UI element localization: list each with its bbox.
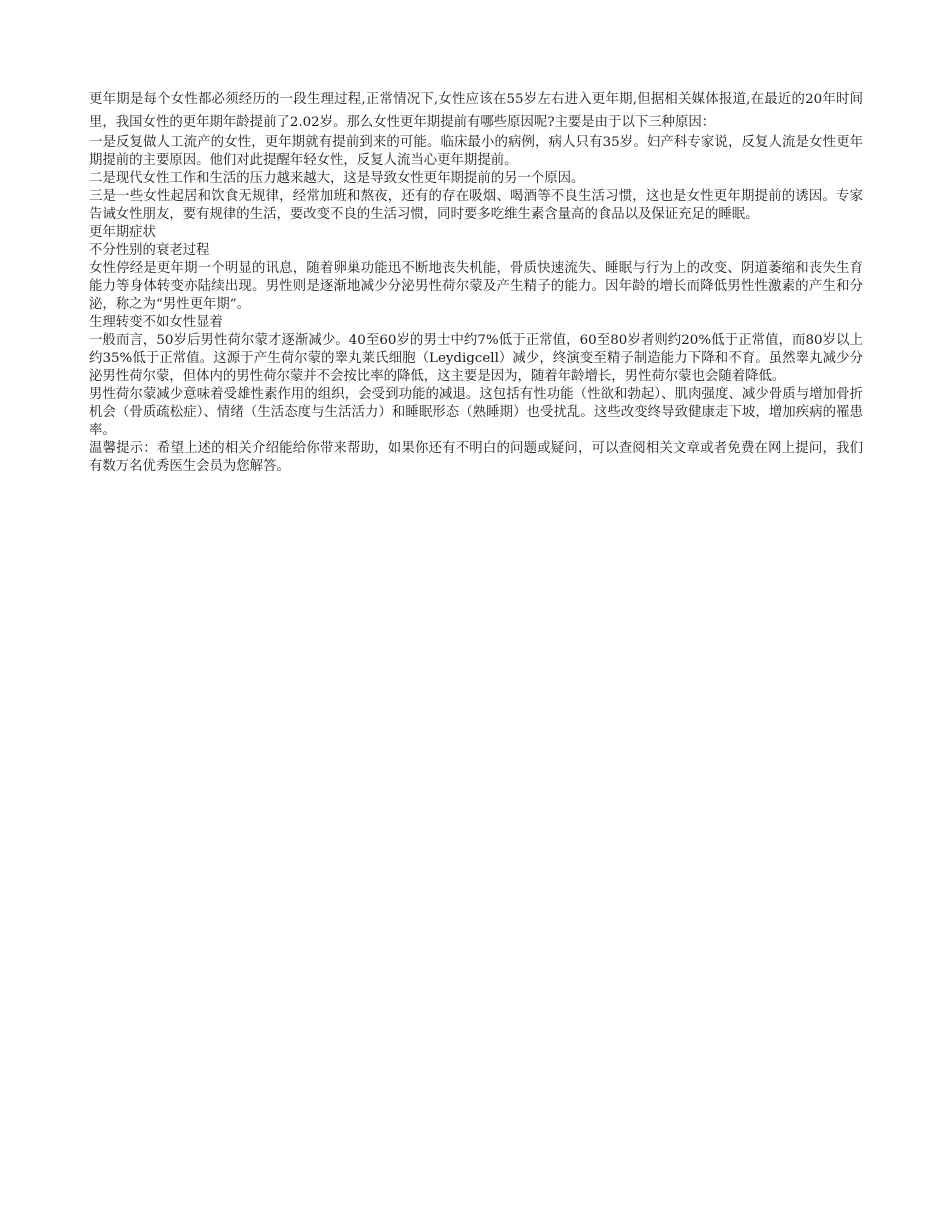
cause-three-paragraph: 三是一些女性起居和饮食无规律，经常加班和熬夜，还有的存在吸烟、喝酒等不良生活习惯，这也是女性更年期提前的诱因。专家告诫女性朋友，要有规律的生活，要改变不良的生活习惯，同时要多吃维生素含量高的食品以及保证充足的睡眠。 <box>89 189 863 222</box>
subheading-aging: 不分性别的衰老过程 <box>89 243 210 258</box>
section-heading-symptoms: 更年期症状 <box>89 225 156 240</box>
cause-two-paragraph: 二是现代女性工作和生活的压力越来越大，这是导致女性更年期提前的另一个原因。 <box>89 171 585 186</box>
intro-paragraph: 更年期是每个女性都必须经历的一段生理过程,正常情况下,女性应该在55岁左右进入更年期,但据相关媒体报道,在最近的20年时间里，我国女性的更年期年龄提前了2.02岁。那么女性更年期提前有哪些原因呢?主要是由于以下三种原因： <box>89 92 863 130</box>
hormone-decline-paragraph: 一般而言，50岁后男性荷尔蒙才逐渐减少。40至60岁的男士中约7%低于正常值，60至80岁者则约20%低于正常值，而80岁以上约35%低于正常值。这源于产生荷尔蒙的睾丸莱氏细胞（Leydigcell）减少，终演变至精子制造能力下降和不育。虽然睾丸减少分泌男性荷尔蒙，但体内的男性荷尔蒙并不会按比率的降低，这主要是因为，随着年龄增长，男性荷尔蒙也会随着降低。 <box>89 333 863 384</box>
aging-paragraph: 女性停经是更年期一个明显的讯息，随着卵巢功能迅不断地丧失机能，骨质快速流失、睡眠与行为上的改变、阴道萎缩和丧失生育能力等身体转变亦陆续出现。男性则是逐渐地减少分泌男性荷尔蒙及产生精子的能力。因年龄的增长而降低男性性激素的产生和分泌，称之为“男性更年期”。 <box>89 261 863 312</box>
hormone-effects-paragraph: 男性荷尔蒙减少意味着受雄性素作用的组织，会受到功能的减退。这包括有性功能（性欲和勃起）、肌肉强度、减少骨质与增加骨折机会（骨质疏松症）、情绪（生活态度与生活活力）和睡眠形态（熟睡期）也受扰乱。这些改变终导致健康走下坡，增加疾病的罹患率。 <box>89 387 863 438</box>
cause-one-paragraph: 一是反复做人工流产的女性，更年期就有提前到来的可能。临床最小的病例，病人只有35岁。妇产科专家说，反复人流是女性更年期提前的主要原因。他们对此提醒年轻女性，反复人流当心更年期提前。 <box>89 135 863 168</box>
subheading-physiology: 生理转变不如女性显着 <box>89 315 223 330</box>
tip-paragraph: 温馨提示：希望上述的相关介绍能给你带来帮助，如果你还有不明白的问题或疑问，可以查阅相关文章或者免费在网上提问，我们有数万名优秀医生会员为您解答。 <box>89 441 863 474</box>
article-body <box>89 88 863 476</box>
